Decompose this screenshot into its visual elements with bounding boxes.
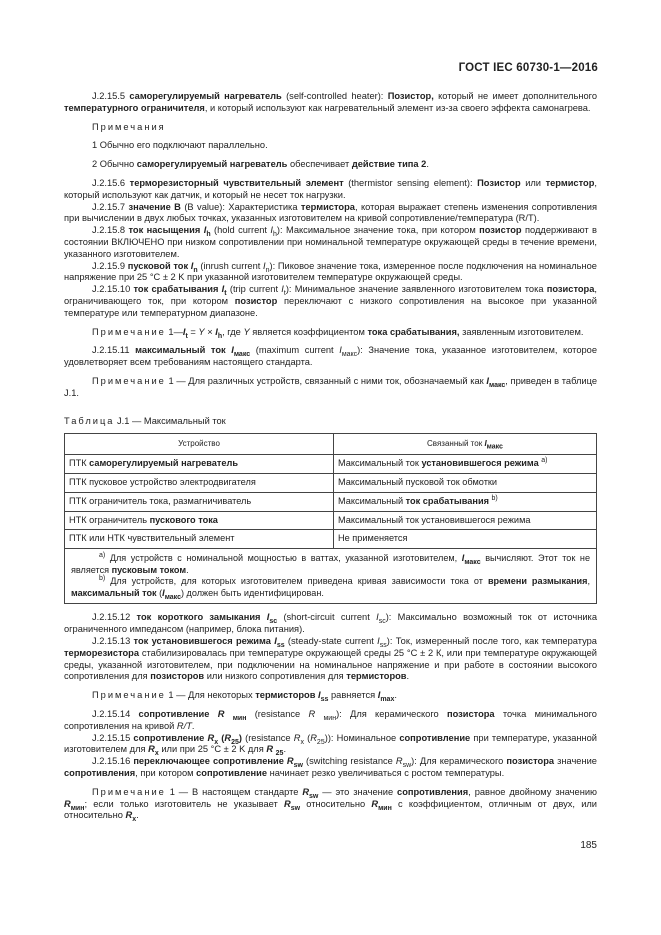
table-cell: Максимальный ток срабатывания $^{b)}$	[334, 492, 597, 511]
para-j21513: J.2.15.13 ток установившегося режима $I_{ss}$ (steady-state current $I_{ss}$): Ток, измеренный после того, как температура терморезистора стабилизировалась при температуре окружающей среды 25 °С ± 2 К, или при температуре окружающей среды, указанной изготовителем, при подключении на номинальное напряжение и при работе в состоянии высокого сопротивления для позисторов или низкого сопротивления для термисторов.	[64, 636, 597, 682]
para-j2157: J.2.15.7 значение B (B value): Характеристика термистора, которая выражает степень изменения сопротивления при вычислении в двух любых точках, указанных изготовителем на кривой сопротивление/температура (R/T).	[64, 201, 598, 224]
table-header-current: Связанный ток $I_{макс}$	[334, 434, 597, 455]
para-j21515: J.2.15.15 сопротивление $R_x$ $(R_{25})$ (resistance $R_x$ $(R_{25})$): Номинальное сопротивление при температуре, указанной изготовителем для $R_x$ или при 25 °С ± 2 K для R $_{25}$.	[64, 732, 598, 758]
para-j2155: J.2.15.5 саморегулируемый нагреватель (self-controlled heater): Позистор, который не имеет дополнительного температурного ограничителя, и который используют как нагревательный элемент из-за своего эффекта самонагрева.	[64, 91, 597, 113]
notes-heading: Примечания	[92, 121, 166, 132]
note-1: 1 Обычно его подключают параллельно.	[92, 140, 268, 151]
table-cell: Не применяется	[334, 530, 597, 549]
max-current-table	[64, 433, 597, 604]
table-cell: Максимальный ток установившегося режима	[334, 511, 597, 530]
table-cell: Максимальный ток установившегося режима $^{a)}$	[334, 455, 597, 474]
para-j21516: J.2.15.16 переключающее сопротивление $R_{sw}$ (switching resistance $R_{sw}$): Для керамического позистора значение сопротивления, при котором сопротивление начинает резко увеличиваться с ростом температуры.	[64, 756, 597, 779]
table-cell: ПТК пусковое устройство электродвигателя	[65, 473, 334, 492]
note-ss-current: Примечание 1 — Для некоторых термисторов $I_{ss}$ равняется $I_{max}$.	[92, 690, 397, 704]
table-header-device: Устройство	[65, 434, 334, 455]
table-cell: ПТК ограничитель тока, размагничиватель	[65, 492, 334, 511]
page-number: 185	[580, 840, 597, 851]
table-header-row	[65, 434, 597, 455]
note-rsw: Примечание 1 — В настоящем стандарте $R_{sw}$ — это значение сопротивления, равное двойному значению $R_{мин}$; если только изготовитель не указывает $R_{sw}$ относительно $R_{мин}$ с коэффициентом, отличным от двух, или относительно $R_x$.	[64, 786, 598, 824]
table-row	[65, 511, 597, 530]
para-j21510: J.2.15.10 ток срабатывания $I_t$ (trip current $I_t$): Минимальное значение заявленного изготовителем тока позистора, ограничивающего ток, при котором позистор переключают с низкого сопротивления на высокое при указанной температуре или температурном диапазоне.	[64, 284, 598, 318]
table-row	[65, 530, 597, 549]
table-row	[65, 492, 597, 511]
para-j21511: J.2.15.11 максимальный ток $I_{макс}$ (maximum current $I_{макс}$): Значение тока, указанное изготовителем, которое удовлетворяет всем требованиям настоящего стандарта.	[64, 345, 597, 368]
table-cell: ПТК саморегулируемый нагреватель	[65, 455, 334, 474]
footnote-b: $^{b)}$ Для устройств, для которых изготовителем приведена кривая зависимости тока от времени размыкания, максимальный ток $(I_{макс})$ должен быть идентифицирован.	[71, 575, 590, 601]
table-row	[65, 455, 597, 474]
note-max-current: Примечание 1 — Для различных устройств, связанный с ними ток, обозначаемый как $I_{макс}$, приведен в таблице J.1.	[64, 375, 597, 398]
para-j2158: J.2.15.8 ток насыщения $I_h$ (hold current $I_h$): Максимальное значение тока, при котором позистор поддерживают в состоянии ВКЛЮЧЕНО при низком сопротивлении при номинальной температуре окружающей среды в течение времени, указанного изготовителем.	[64, 225, 597, 259]
document-body	[64, 91, 597, 822]
table-cell: НТК ограничитель пускового тока	[65, 511, 334, 530]
note-2: 2 Обычно саморегулируемый нагреватель обеспечивает действие типа 2.	[92, 159, 429, 170]
para-j21512: J.2.15.12 ток короткого замыкания $I_{sc}$ (short-circuit current $I_{sc}$): Максимально возможный ток от источника ограниченного импедансом (например, блока питания).	[64, 612, 597, 635]
table-footnotes	[65, 549, 597, 604]
footnote-a: $^{a)}$ Для устройств с номинальной мощностью в ваттах, указанной изготовителем, $I_{макс}$ вычисляют. Этот ток не является пусковым током.	[71, 552, 590, 575]
para-j2159: J.2.15.9 пусковой ток $I_n$ (inrush current $I_n$): Пиковое значение тока, измеренное после подключения на номинальное напряжение при 25 °С ± 2 K при указанной изготовителем температуре окружающей среды.	[64, 260, 597, 283]
para-j2156: J.2.15.6 терморезисторный чувствительный элемент (thermistor sensing element): Позистор или термистор, который используют как датчик, и который не несет ток нагрузки.	[64, 177, 597, 200]
table-caption: Таблица J.1 — Максимальный ток	[64, 415, 226, 426]
table-footnotes-row	[65, 549, 597, 604]
table-cell: Максимальный пусковой ток обмотки	[334, 473, 597, 492]
note-trip-current: Примечание $1—I_t = Y \times I_h$, где Y является коэффициентом тока срабатывания, заявленным изготовителем.	[92, 326, 584, 340]
table-cell: ПТК или НТК чувствительный элемент	[65, 530, 334, 549]
para-j21514: J.2.15.14 сопротивление R $_{мин}$ (resistance R $_{мин}$): Для керамического позистора точка минимального сопротивления на кривой R/T.	[64, 709, 597, 731]
standard-header: ГОСТ IEC 60730-1—2016	[458, 62, 598, 74]
table-row	[65, 473, 597, 492]
